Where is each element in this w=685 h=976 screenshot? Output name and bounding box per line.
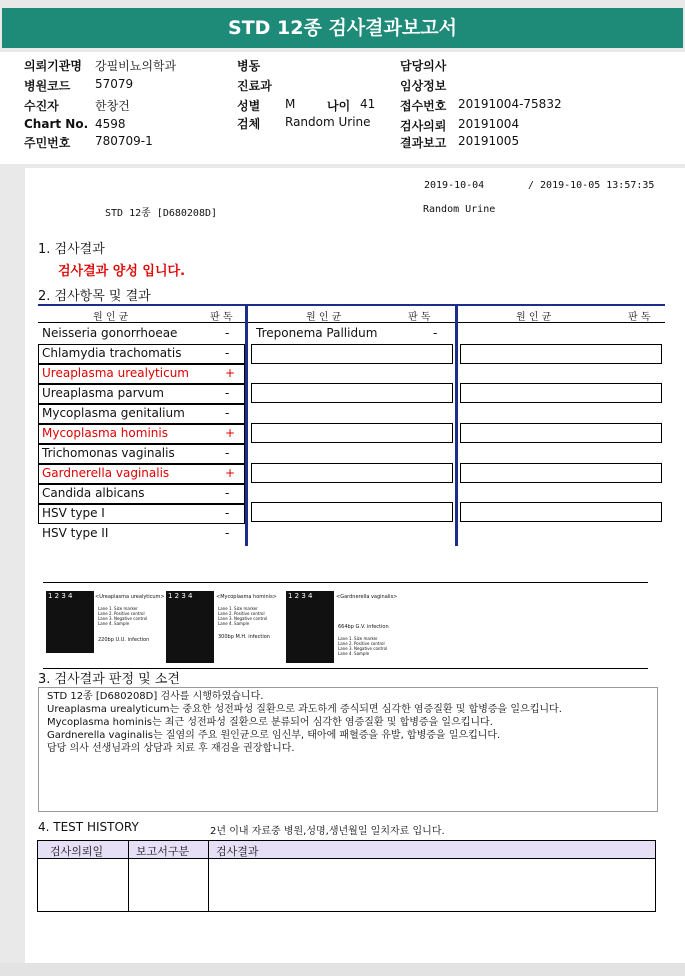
bottom-bar — [0, 963, 685, 976]
empty-cell — [251, 344, 453, 364]
organism-result: - — [225, 526, 230, 540]
patient-field-value: 20191005 — [458, 134, 520, 148]
patient-field-label: 나이 — [327, 99, 351, 113]
empty-cell — [251, 502, 453, 522]
patient-field-label: 수진자 — [24, 99, 59, 113]
patient-field-value: M — [285, 97, 296, 111]
organism-result: + — [225, 466, 236, 480]
patient-field-value: 780709-1 — [95, 134, 153, 148]
organism-result: - — [433, 326, 438, 340]
patient-field-label: Chart No. — [24, 117, 89, 131]
section-2-title: 2. 검사항목 및 결과 — [38, 289, 151, 304]
organism-name: HSV type I — [42, 506, 105, 520]
table-header: 원 인 균 판 독 — [38, 304, 245, 323]
history-note: 2년 이내 자료중 병원,성명,생년월일 일치자료 입니다. — [210, 826, 445, 837]
empty-cell — [251, 423, 453, 443]
date-received: 2019-10-04 — [424, 180, 485, 191]
patient-field-value: 4598 — [95, 117, 126, 131]
organism-result: - — [225, 326, 230, 340]
finding-line: 담당 의사 선생님과의 상담과 치료 후 재검을 권장합니다. — [47, 743, 295, 754]
patient-field-value: 57079 — [95, 77, 134, 91]
history-header: 검사결과 — [216, 845, 259, 858]
patient-field-label: 병동 — [237, 59, 261, 73]
patient-field-value: 41 — [360, 97, 376, 111]
divider — [43, 582, 648, 583]
organism-name: Chlamydia trachomatis — [42, 346, 182, 360]
patient-field-label: 검체 — [237, 117, 261, 131]
organism-result: + — [225, 426, 236, 440]
patient-field-label: 성별 — [237, 99, 261, 113]
organism-result: - — [225, 406, 230, 420]
report-title: STD 12종 검사결과보고서 — [2, 8, 683, 48]
organism-name: Mycoplasma genitalium — [42, 406, 185, 420]
patient-field-value: 20191004 — [458, 117, 520, 131]
organism-name: Trichomonas vaginalis — [42, 446, 175, 460]
patient-field-label: 담당의사 — [400, 59, 447, 73]
organism-result: - — [225, 506, 230, 520]
finding-line: STD 12종 [D680208D] 검사를 시행하였습니다. — [47, 691, 264, 702]
organism-name: HSV type II — [42, 526, 109, 540]
findings-box — [38, 687, 658, 812]
organism-name: Neisseria gonorrhoeae — [42, 326, 178, 340]
organism-name: Candida albicans — [42, 486, 145, 500]
empty-cell — [460, 502, 662, 522]
patient-field-label: 의뢰기관명 — [24, 59, 82, 73]
table-header: 원 인 균 판 독 — [248, 304, 455, 323]
history-table — [37, 840, 656, 912]
finding-line: Ureaplasma urealyticum는 중요한 성전파성 질환으로 과도하게 증식되면 심각한 염증질환 및 합병증을 일으킵니다. — [47, 704, 562, 715]
patient-info — [0, 52, 685, 164]
patient-field-label: 진료과 — [237, 79, 272, 93]
patient-field-label: 병원코드 — [24, 79, 71, 93]
empty-cell — [460, 423, 662, 443]
organism-name: Ureaplasma parvum — [42, 386, 164, 400]
section-3-title: 3. 검사결과 판정 및 소견 — [38, 672, 180, 687]
empty-cell — [251, 463, 453, 483]
organism-name: Ureaplasma urealyticum — [42, 366, 189, 380]
patient-field-value: 한창건 — [95, 99, 130, 113]
organism-result: + — [225, 366, 236, 380]
organism-name: Mycoplasma hominis — [42, 426, 168, 440]
table-header: 원 인 균 판 독 — [458, 304, 665, 323]
organism-result: - — [225, 446, 230, 460]
empty-cell — [251, 383, 453, 403]
section-4-title: 4. TEST HISTORY — [38, 820, 139, 834]
result-summary: 검사결과 양성 입니다. — [58, 264, 186, 279]
organism-name: Treponema Pallidum — [256, 326, 378, 340]
patient-field-label: 접수번호 — [400, 99, 447, 113]
patient-field-label: 임상정보 — [400, 79, 447, 93]
patient-field-value: Random Urine — [285, 115, 371, 129]
patient-field-label: 검사의뢰 — [400, 119, 447, 133]
empty-cell — [460, 463, 662, 483]
empty-cell — [460, 344, 662, 364]
column-divider — [455, 304, 458, 546]
organism-result: - — [225, 386, 230, 400]
test-code: STD 12종 [D680208D] — [105, 208, 218, 219]
column-divider — [245, 304, 248, 546]
history-header: 검사의뢰일 — [50, 845, 104, 858]
organism-result: - — [225, 486, 230, 500]
specimen: Random Urine — [423, 204, 496, 215]
patient-field-value: 강필비뇨의학과 — [95, 59, 177, 73]
date-reported: / 2019-10-05 13:57:35 — [528, 180, 655, 191]
organism-result: - — [225, 346, 230, 360]
patient-field-label: 주민번호 — [24, 136, 71, 150]
section-1-title: 1. 검사결과 — [38, 242, 105, 257]
history-header: 보고서구분 — [136, 845, 190, 858]
patient-field-value: 20191004-75832 — [458, 97, 562, 111]
finding-line: Gardnerella vaginalis는 질염의 주요 원인균으로 임신부, 태아에 패혈증을 유발, 합병증을 일으킵니다. — [47, 730, 501, 741]
organism-name: Gardnerella vaginalis — [42, 466, 170, 480]
patient-field-label: 결과보고 — [400, 136, 447, 150]
empty-cell — [460, 383, 662, 403]
finding-line: Mycoplasma hominis는 최근 성전파성 질환으로 분류되어 심각한 염증질환 및 합병증을 일으킵니다. — [47, 717, 493, 728]
